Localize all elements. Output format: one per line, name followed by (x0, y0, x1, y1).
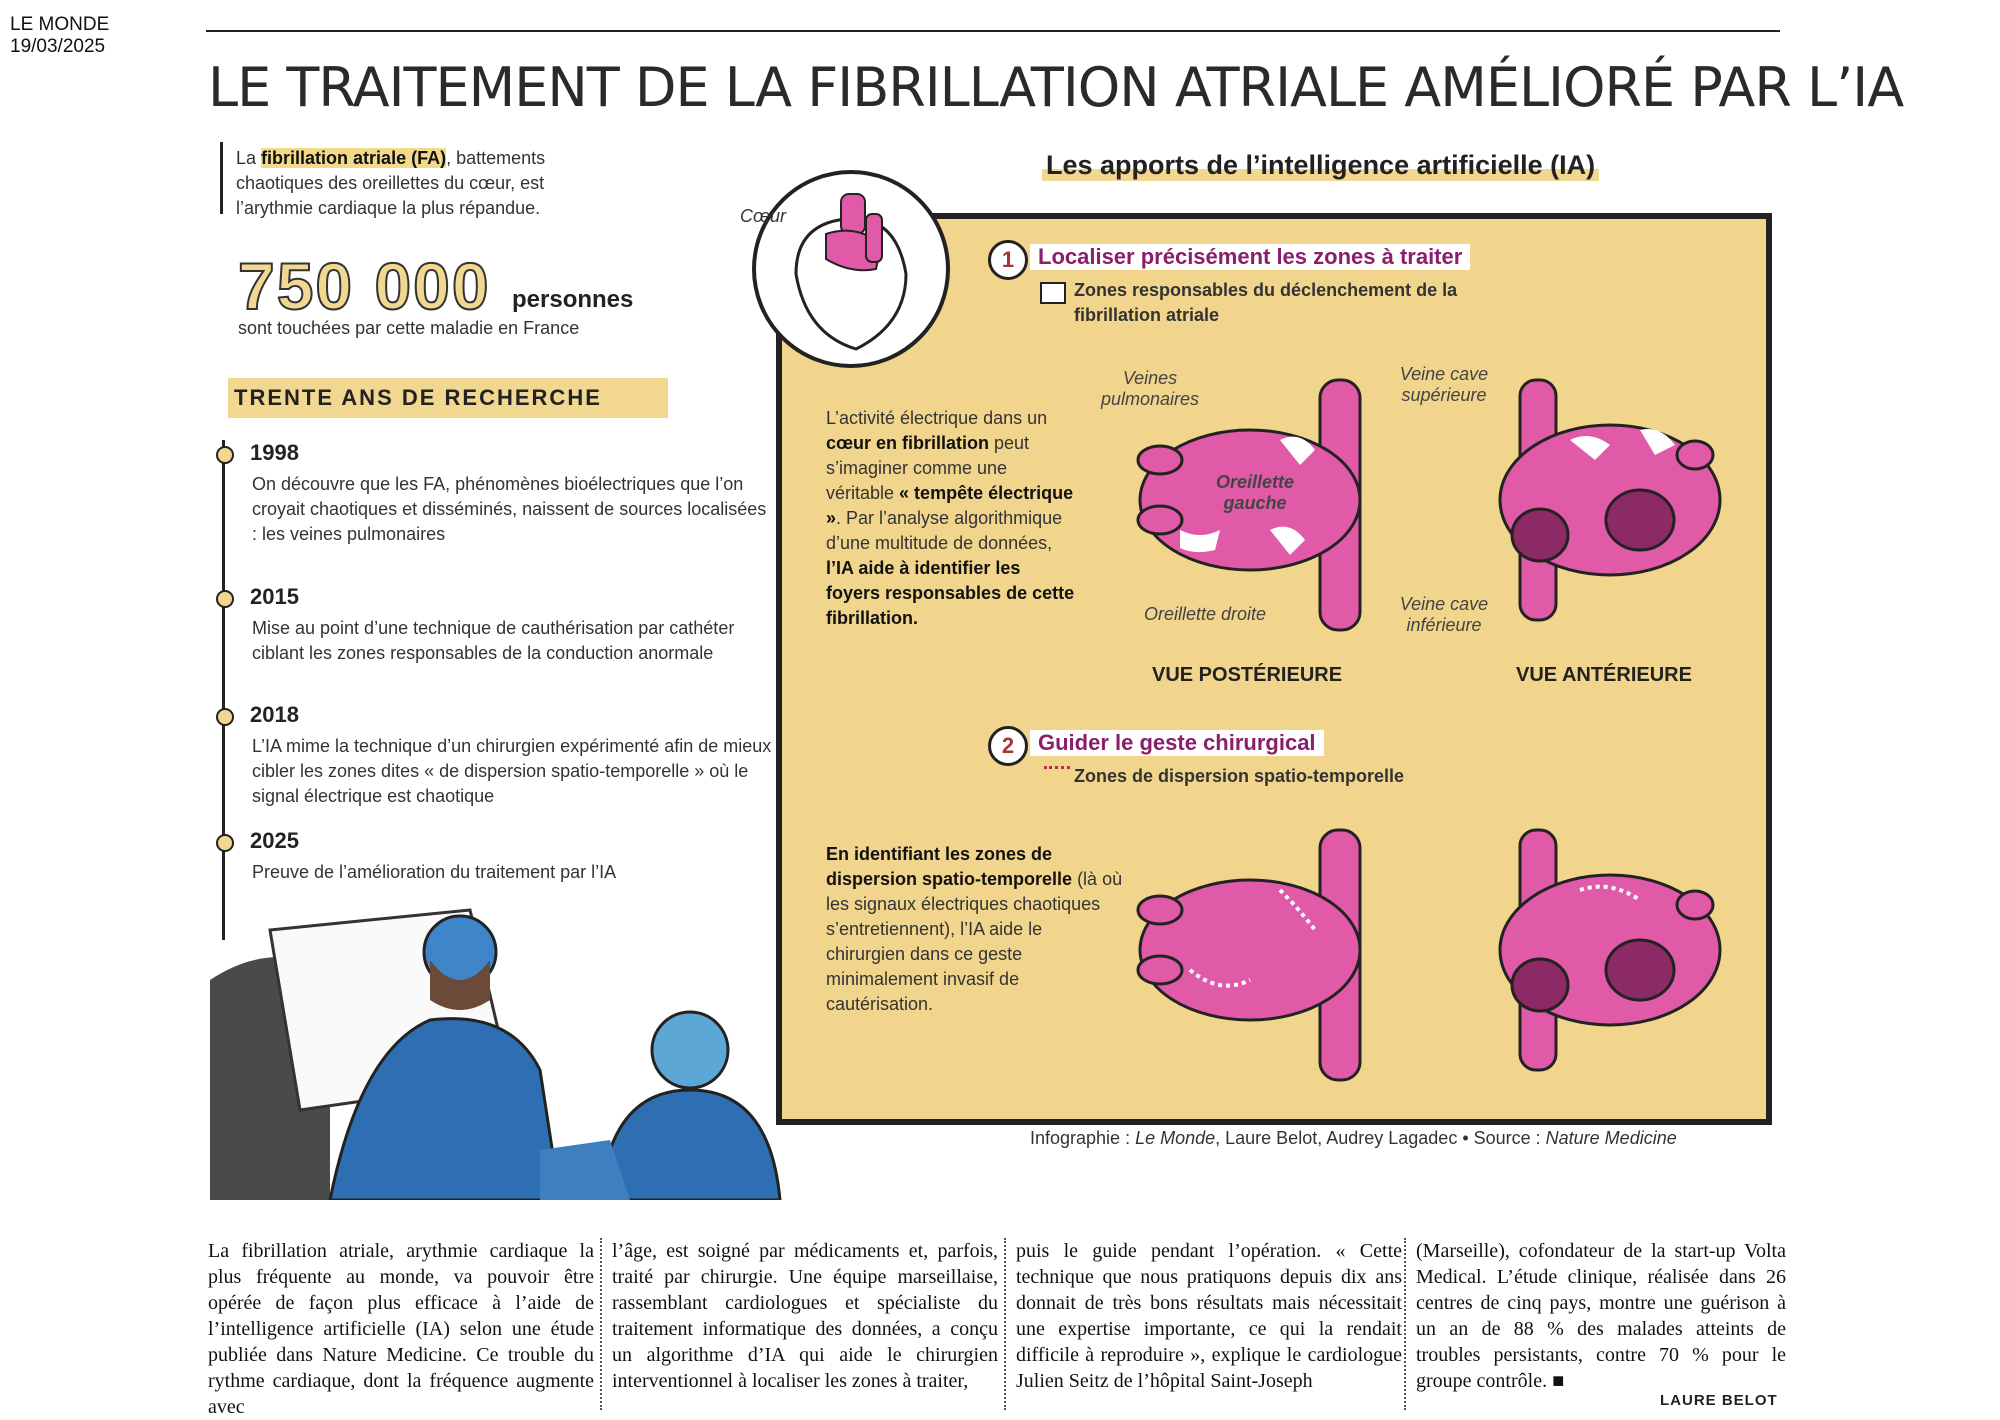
s1-text-b: cœur en fibrillation (826, 433, 990, 453)
stat-caption: sont touchées par cette maladie en France (238, 318, 580, 338)
article-column: puis le guide pendant l’opération. « Cette technique que nous pratiquons depuis dix ans donnait de très bons résultats mais nécessitait une expertise importante, ce qui la rendait difficile à reproduire », explique le cardiologue Julien Seitz de l’hôpital Saint-Joseph (1016, 1240, 1402, 1392)
s1-text-e: . Par l’analyse algorithmique d’une multitude de données, (826, 508, 1063, 553)
heart-label: Cœur (740, 206, 786, 226)
column-divider (600, 1238, 602, 1410)
heart-posterior-dispersion (1130, 820, 1390, 1090)
step-2-title: Guider le geste chirurgical (1030, 730, 1324, 756)
legend-dotted-line (1044, 766, 1070, 769)
timeline-year: 2015 (250, 584, 299, 609)
source-header (10, 14, 109, 58)
timeline-text: On découvre que les FA, phénomènes bioélectriques que l’on croyait chaotiques et disséminés, naissent de sources localisées : les veines pulmonaires (252, 474, 767, 544)
s2-text-bold: En identifiant les zones de dispersion spatio-temporelle (826, 844, 1073, 889)
label-veines-pulmonaires: Veines pulmonaires (1100, 368, 1200, 409)
label-veine-cave-sup: Veine cave supérieure (1399, 364, 1489, 405)
article-column: l’âge, est soigné par médicaments et, parfois, traité par chirurgie. Une équipe marseillaise, rassemblant cardiologues et spécialiste du traitement informatique des données, a conçu un algorithme d’IA qui aide le chirurgien interventionnel à localiser les zones à traiter, (612, 1240, 998, 1392)
s1-text-f: l’IA aide à identifier les foyers responsables de cette fibrillation. (826, 558, 1075, 628)
intro-text (236, 146, 626, 221)
step-1-legend: Zones responsables du déclenchement de la fibrillation atriale (1074, 280, 1458, 325)
stat-number: 750 000 (238, 249, 491, 323)
step-1-text (826, 406, 1076, 631)
step-2-number: 2 (988, 726, 1028, 766)
timeline-text: L’IA mime la technique d’un chirurgien expérimenté afin de mieux cibler les zones dites « de dispersion spatio-temporelle » où le signal électrique est chaotique (252, 736, 772, 806)
timeline-year: 1998 (250, 440, 299, 465)
timeline-text: Mise au point d’une technique de cauthérisation par cathéter ciblant les zones responsables de la conduction anormale (252, 618, 735, 663)
article-column: (Marseille), cofondateur de la start-up Volta Medical. L’étude clinique, réalisée dans 26 centres de cinq pays, montre une guérison à un an de 88 % des malades atteints de troubles persistants, contre 70 % pour le groupe contrôle. ■ (1416, 1240, 1786, 1392)
step-2-text (826, 842, 1126, 1017)
intro-bar (220, 142, 223, 214)
headline: LE TRAITEMENT DE LA FIBRILLATION ATRIALE AMÉLIORÉ PAR L’IA (208, 56, 1904, 119)
timeline-dot (216, 834, 234, 852)
credit-source: Nature Medicine (1545, 1128, 1677, 1148)
column-divider (1004, 1238, 1006, 1410)
credit-outlet: Le Monde (1135, 1128, 1216, 1148)
label-vue-posterieure: VUE POSTÉRIEURE (1152, 664, 1343, 686)
timeline-dot (216, 590, 234, 608)
source-paper: LE MONDE (10, 14, 110, 35)
heart-icon (756, 174, 946, 364)
s2-text-rest: (là où les signaux électriques chaotiques s’entretiennent), l’IA aide le chirurgien dans ce geste minimalement invasif de cautérisation. (826, 869, 1123, 1014)
timeline-line (222, 440, 225, 940)
credit-prefix: Infographie : (1030, 1128, 1136, 1148)
infographic-credit (1030, 1128, 1677, 1149)
research-title: TRENTE ANS DE RECHERCHE (228, 378, 668, 418)
legend-white-box (1040, 282, 1066, 304)
intro-term: fibrillation atriale (FA) (261, 148, 447, 168)
timeline-year: 2025 (250, 828, 299, 853)
timeline-text: Preuve de l’amélioration du traitement par l’IA (252, 862, 617, 882)
label-vue-anterieure: VUE ANTÉRIEURE (1516, 664, 1692, 686)
s1-text-c: peut s’imaginer comme une véritable (826, 433, 1030, 503)
timeline-year: 2018 (250, 702, 299, 727)
timeline-dot (216, 708, 234, 726)
step-1-number: 1 (988, 240, 1028, 280)
top-rule (206, 30, 1780, 32)
label-veine-cave-inf: Veine cave inférieure (1399, 594, 1489, 635)
heart-anterior-dispersion (1470, 820, 1730, 1090)
article-column: La fibrillation atriale, arythmie cardiaque la plus fréquente au monde, va pouvoir être opérée de façon plus efficace à l’aide de l’intelligence artificielle (IA) selon une étude publiée dans Nature Medicine. Ce trouble du rythme cardiaque, dont la fréquence augmente avec (208, 1240, 594, 1418)
s1-text-a: L’activité électrique dans un (826, 408, 1048, 428)
step-2-legend: Zones de dispersion spatio-temporelle (1074, 766, 1405, 786)
credit-authors: , Laure Belot, Audrey Lagadec • Source : (1215, 1128, 1546, 1148)
article-author: LAURE BELOT (1660, 1392, 1778, 1409)
intro-prefix: La (236, 148, 257, 168)
timeline-dot (216, 446, 234, 464)
column-divider (1404, 1238, 1406, 1410)
source-date: 19/03/2025 (10, 36, 106, 57)
label-oreillette-gauche: Oreillette gauche (1215, 472, 1295, 513)
stat-unit: personnes (512, 286, 634, 313)
intro-rest: , battements chaotiques des oreillettes du cœur, est l’arythmie cardiaque la plus répandue. (236, 148, 546, 218)
heart-anterior-view (1470, 370, 1730, 640)
heart-circle (752, 170, 950, 368)
s1-text-d: « tempête électrique » (826, 483, 1074, 528)
panel-heading: Les apports de l’intelligence artificielle (IA) (1042, 150, 1599, 181)
label-oreillette-droite: Oreillette droite (1144, 604, 1267, 624)
step-1-title: Localiser précisément les zones à traiter (1030, 244, 1470, 270)
